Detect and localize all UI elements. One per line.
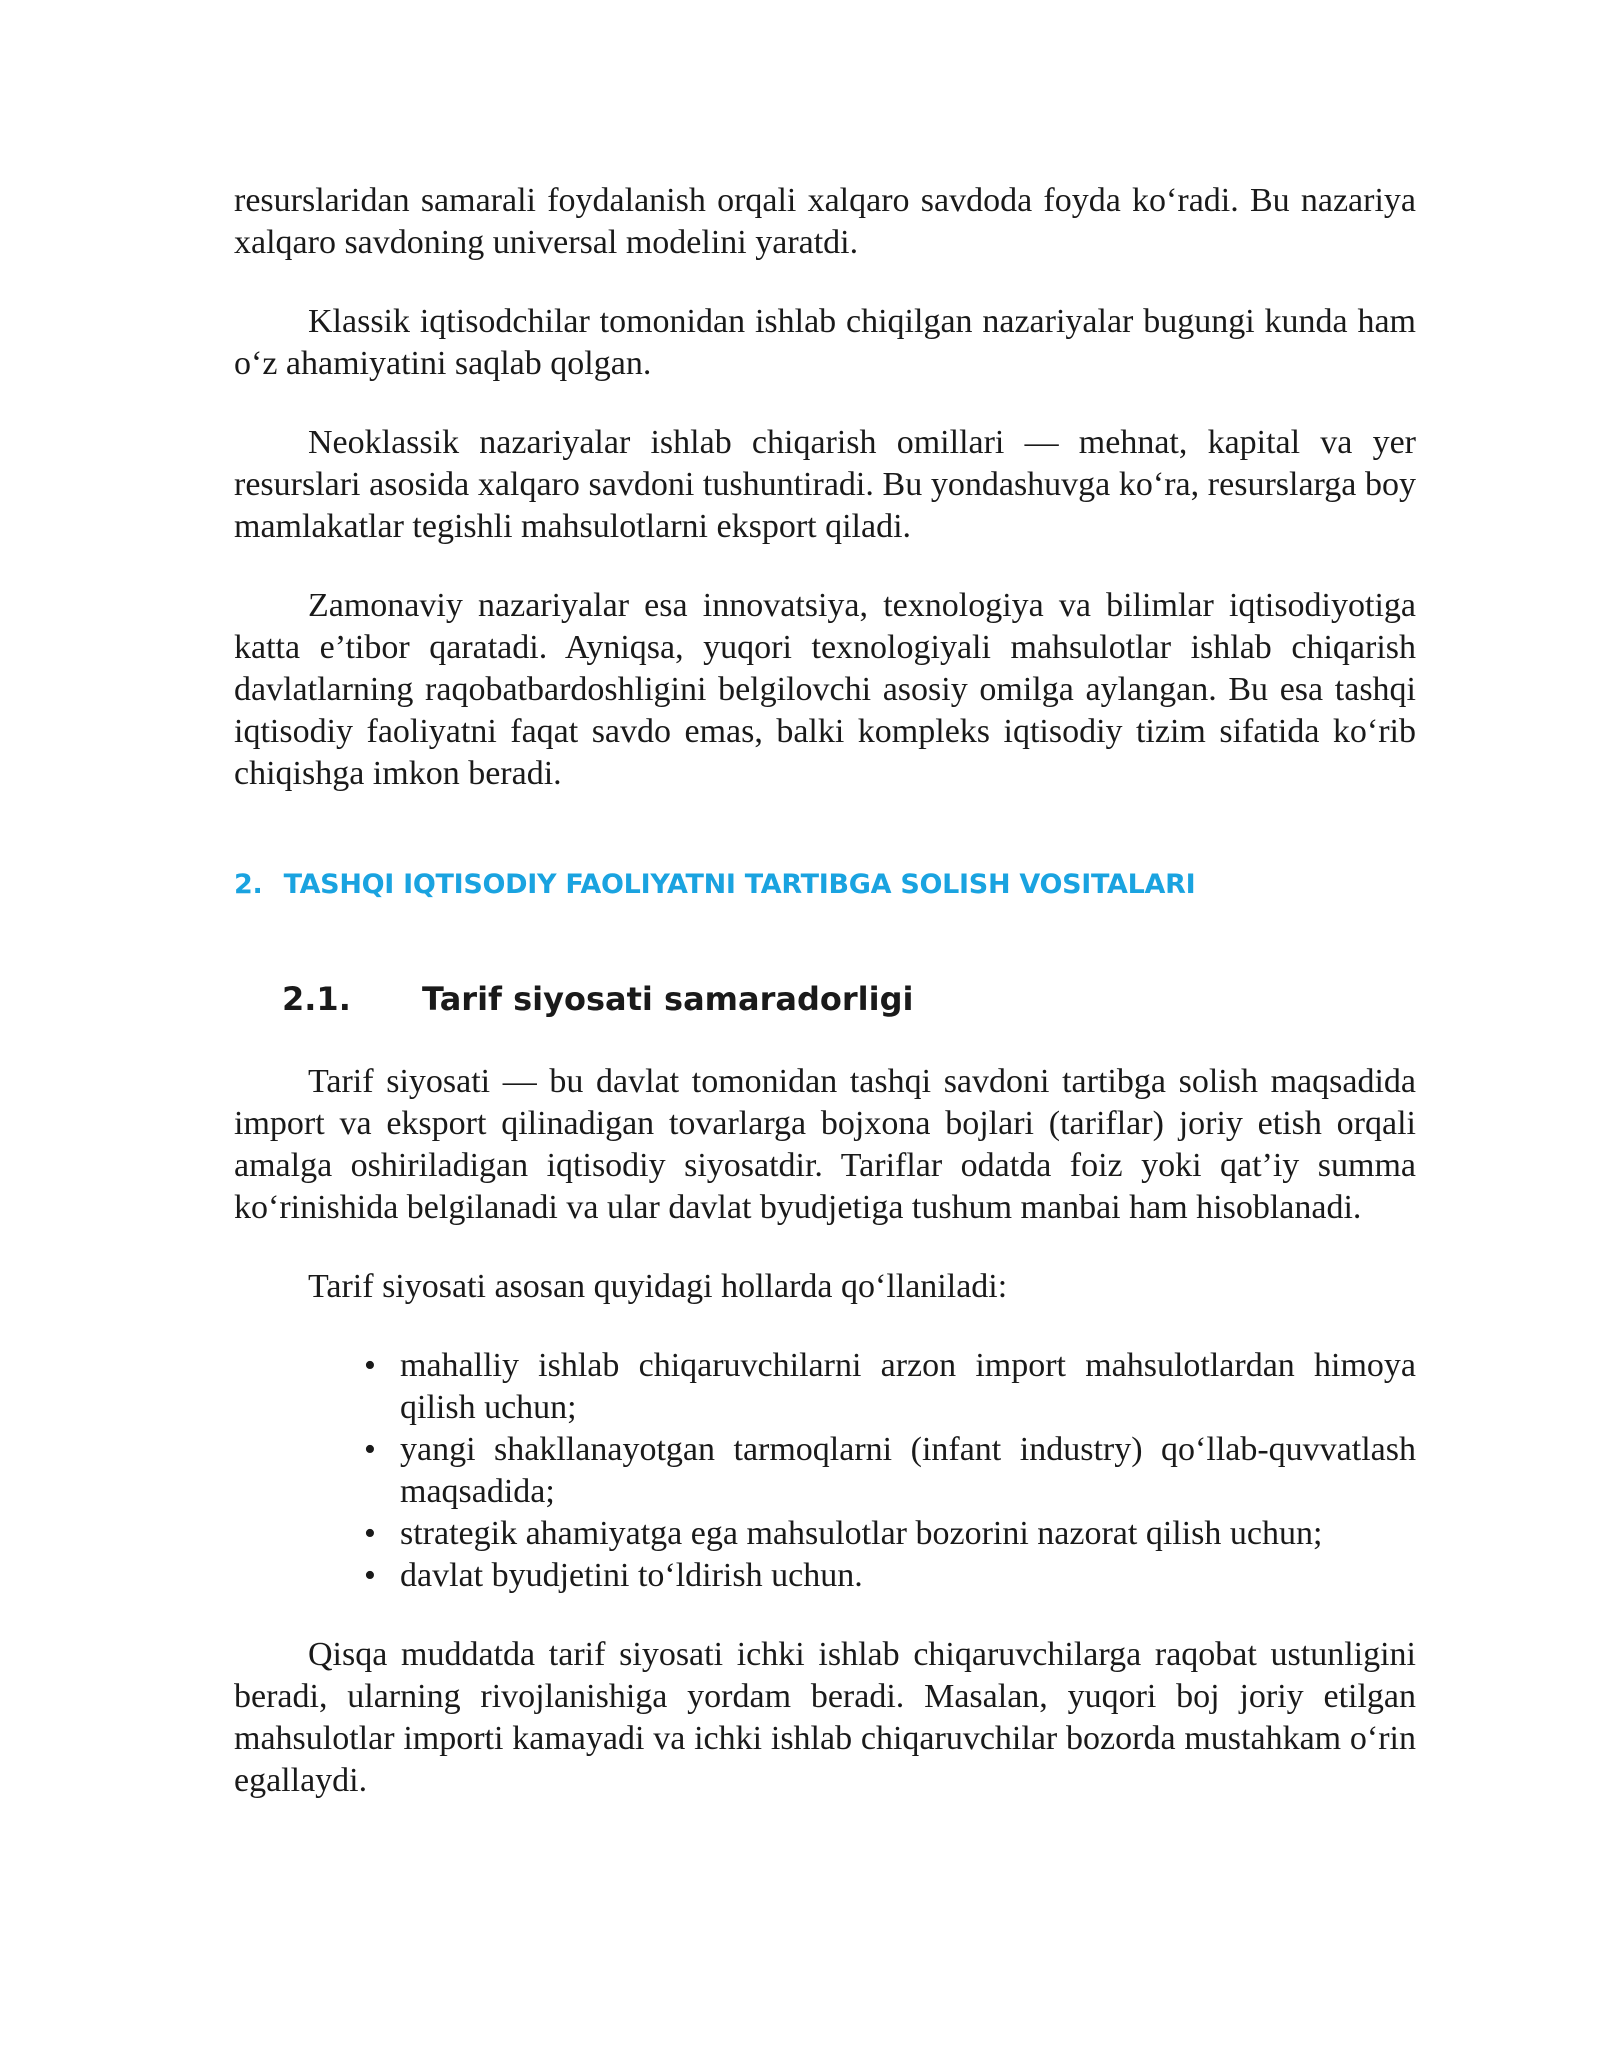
section-title: TASHQI IQTISODIY FAOLIYATNI TARTIBGA SOLISH VOSITALARI xyxy=(283,869,1196,900)
bullet-list xyxy=(234,1345,1416,1597)
list-item: • davlat byudjetini to‘ldirish uchun. xyxy=(400,1555,1416,1597)
paragraph-modern: Zamonaviy nazariyalar esa innovatsiya, texnologiya va bilimlar iqtisodiyotiga katta e’tibor qaratadi. Ayniqsa, yuqori texnologiyali mahsulotlar ishlab chiqarish davlatlarning raqobatbardoshligini belgilovchi asosiy omilga aylangan. Bu esa tashqi iqtisodiy faoliyatni faqat savdo emas, balki kompleks iqtisodiy tizim sifatida ko‘rib chiqishga imkon beradi. xyxy=(234,587,1416,792)
document-page xyxy=(234,180,1416,1839)
paragraph-classical: Klassik iqtisodchilar tomonidan ishlab chiqilgan nazariyalar bugungi kunda ham o‘z ahamiyatini saqlab qolgan. xyxy=(234,303,1416,382)
paragraph-tariff-definition: Tarif siyosati — bu davlat tomonidan tashqi savdoni tartibga solish maqsadida import va eksport qilinadigan tovarlarga bojxona bojlari (tariflar) joriy etish orqali amalga oshiriladigan iqtisodiy siyosatdir. Tariflar odatda foiz yoki qat’iy summa ko‘rinishida belgilanadi va ular davlat byudjetiga tushum manbai ham hisoblanadi. xyxy=(234,1063,1416,1226)
section-number: 2. xyxy=(234,869,263,900)
subsection-title: Tarif siyosati samaradorligi xyxy=(422,980,914,1018)
paragraph-tariff-usage-intro: Tarif siyosati asosan quyidagi hollarda qo‘llaniladi: xyxy=(308,1268,1008,1305)
list-item: • yangi shakllanayotgan tarmoqlarni (infant industry) qo‘llab-quvvatlash maqsadida; xyxy=(400,1429,1416,1513)
paragraph-neoclassical: Neoklassik nazariyalar ishlab chiqarish omillari — mehnat, kapital va yer resurslari asosida xalqaro savdoni tushuntiradi. Bu yondashuvga ko‘ra, resurslarga boy mamlakatlar tegishli mahsulotlarni eksport qiladi. xyxy=(234,424,1416,545)
subsection-heading xyxy=(282,979,1416,1019)
paragraph-continuation: resurslaridan samarali foydalanish orqali xalqaro savdoda foyda ko‘radi. Bu nazariya xalqaro savdoning universal modelini yaratdi. xyxy=(234,182,1416,261)
list-item: • strategik ahamiyatga ega mahsulotlar bozorini nazorat qilish uchun; xyxy=(400,1513,1416,1555)
subsection-number: 2.1. xyxy=(282,980,351,1018)
section-heading xyxy=(234,867,1416,903)
paragraph-short-term: Qisqa muddatda tarif siyosati ichki ishlab chiqaruvchilarga raqobat ustunligini beradi, ularning rivojlanishiga yordam beradi. Masalan, yuqori boj joriy etilgan mahsulotlar importi kamayadi va ichki ishlab chiqaruvchilar bozorda mustahkam o‘rin egallaydi. xyxy=(234,1636,1416,1799)
list-item: • mahalliy ishlab chiqaruvchilarni arzon import mahsulotlardan himoya qilish uchun; xyxy=(400,1345,1416,1429)
